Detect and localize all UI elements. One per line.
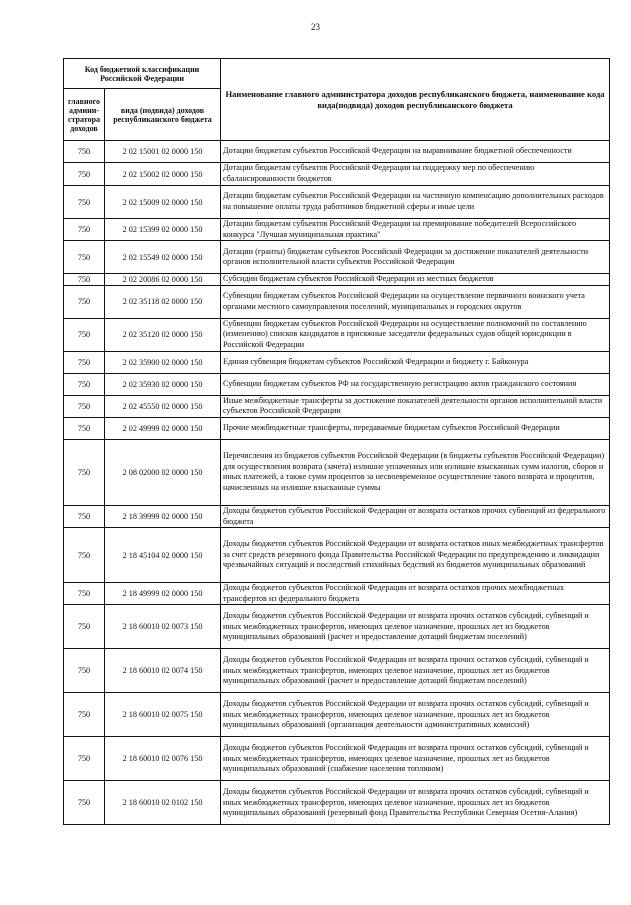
table-row (64, 693, 610, 737)
income-name-cell: Субвенции бюджетам субъектов Российской Федерации на осуществление полномочий по составлению (изменению) списков кандидатов в присяжные заседатели федеральных судов общей юрисдикции в Российской Федерации (221, 318, 610, 351)
income-code-cell: 2 18 60010 02 0102 150 (105, 781, 221, 825)
income-code-cell: 2 18 60010 02 0075 150 (105, 693, 221, 737)
income-name-cell: Доходы бюджетов субъектов Российской Федерации от возврата остатков прочих субвенций из федерального бюджета (221, 505, 610, 527)
income-name-cell: Иные межбюджетные трансферты за достижение показателей деятельности органов исполнительной власти субъектов Российской Федерации (221, 395, 610, 417)
income-code-cell: 2 18 49999 02 0000 150 (105, 583, 221, 605)
table-row (64, 737, 610, 781)
admin-code-cell: 750 (64, 505, 105, 527)
admin-code-cell: 750 (64, 373, 105, 395)
table-row (64, 351, 610, 373)
income-code-cell: 2 02 15009 02 0000 150 (105, 186, 221, 219)
table-row (64, 781, 610, 825)
admin-code-cell: 750 (64, 219, 105, 241)
income-name-cell: Дотации (гранты) бюджетам субъектов Российской Федерации за достижение показателей деятельности органов исполнительной власти субъектов Российской Федерации (221, 241, 610, 274)
admin-code-cell: 750 (64, 605, 105, 649)
table-row (64, 439, 610, 505)
table-row (64, 318, 610, 351)
admin-code-cell: 750 (64, 649, 105, 693)
table-row (64, 163, 610, 186)
table-row (64, 583, 610, 605)
admin-code-cell: 750 (64, 583, 105, 605)
table-row (64, 285, 610, 318)
income-name-cell: Доходы бюджетов субъектов Российской Федерации от возврата прочих остатков субсидий, субвенций и иных межбюджетных трансфертов, имеющих целевое назначение, прошлых лет из бюджетов муниципальных образований (резервный фонд Правительства Республики Северная Осетия-Алания) (221, 781, 610, 825)
income-name-cell: Единая субвенция бюджетам субъектов Российской Федерации и бюджету г. Байконура (221, 351, 610, 373)
page-number: 23 (311, 22, 320, 32)
income-code-cell: 2 02 20086 02 0000 150 (105, 274, 221, 286)
table-row (64, 219, 610, 241)
income-code-cell: 2 02 15549 02 0000 150 (105, 241, 221, 274)
admin-code-cell: 750 (64, 781, 105, 825)
income-name-cell: Дотации бюджетам субъектов Российской Федерации на выравнивание бюджетной обеспеченности (221, 141, 610, 163)
admin-code-cell: 750 (64, 141, 105, 163)
income-name-cell: Дотации бюджетам субъектов Российской Федерации на премирование победителей Всероссийского конкурса "Лучшая муниципальная практика" (221, 219, 610, 241)
income-name-cell: Доходы бюджетов субъектов Российской Федерации от возврата остатков прочих межбюджетных трансфертов из федерального бюджета (221, 583, 610, 605)
admin-code-cell: 750 (64, 274, 105, 286)
income-code-cell: 2 02 49999 02 0000 150 (105, 417, 221, 439)
header-name-column: Наименование главного администратора доходов республиканского бюджета, наименование кода вида(подвида) доходов республиканского бюджета (221, 59, 610, 141)
admin-code-cell: 750 (64, 528, 105, 583)
income-name-cell: Доходы бюджетов субъектов Российской Федерации от возврата прочих остатков субсидий, субвенций и иных межбюджетных трансфертов, имеющих целевое назначение, прошлых лет из бюджетов муниципальных образований (организация деятельности административных комиссий) (221, 693, 610, 737)
income-name-cell: Доходы бюджетов субъектов Российской Федерации от возврата остатков иных межбюджетных трансфертов за счет средств резервного фонда Правительства Российской Федерации по предупреждению и ликвидации чрезвычайных ситуаций и последствий стихийных бедствий из бюджетов муниципальных образований (221, 528, 610, 583)
income-code-cell: 2 18 60010 02 0074 150 (105, 649, 221, 693)
income-code-cell: 2 02 15002 02 0000 150 (105, 163, 221, 186)
admin-code-cell: 750 (64, 318, 105, 351)
income-code-cell: 2 02 35900 02 0000 150 (105, 351, 221, 373)
table-row (64, 528, 610, 583)
income-name-cell: Дотации бюджетам субъектов Российской Федерации на поддержку мер по обеспечению сбалансированности бюджетов (221, 163, 610, 186)
table-body (64, 141, 610, 825)
income-code-cell: 2 02 35930 02 0000 150 (105, 373, 221, 395)
income-name-cell: Дотации бюджетам субъектов Российской Федерации на частичную компенсацию дополнительных расходов на повышение оплаты труда работников бюджетной сферы и иные цели (221, 186, 610, 219)
header-kind-column: вида (подвида) доходов республиканского бюджета (105, 89, 221, 141)
admin-code-cell: 750 (64, 163, 105, 186)
table-row (64, 186, 610, 219)
table-row (64, 241, 610, 274)
income-name-cell: Субвенции бюджетам субъектов Российской Федерации на осуществление первичного воинского учета органами местного самоуправления поселений, муниципальных и городских округов (221, 285, 610, 318)
table-row (64, 141, 610, 163)
table-header (64, 59, 610, 141)
income-name-cell: Доходы бюджетов субъектов Российской Федерации от возврата прочих остатков субсидий, субвенций и иных межбюджетных трансфертов, имеющих целевое назначение, прошлых лет из бюджетов муниципальных образований (снабжение населения топливом) (221, 737, 610, 781)
income-code-cell: 2 02 15001 02 0000 150 (105, 141, 221, 163)
table-row (64, 274, 610, 286)
income-name-cell: Субсидии бюджетам субъектов Российской Федерации из местных бюджетов (221, 274, 610, 286)
income-code-cell: 2 18 60010 02 0076 150 (105, 737, 221, 781)
income-code-cell: 2 02 15399 02 0000 150 (105, 219, 221, 241)
admin-code-cell: 750 (64, 737, 105, 781)
income-code-cell: 2 02 35118 02 0000 150 (105, 285, 221, 318)
income-name-cell: Прочие межбюджетные трансферты, передаваемые бюджетам субъектов Российской Федерации (221, 417, 610, 439)
income-code-cell: 2 08 02000 02 0000 150 (105, 439, 221, 505)
income-name-cell: Доходы бюджетов субъектов Российской Федерации от возврата прочих остатков субсидий, субвенций и иных межбюджетных трансфертов, имеющих целевое назначение, прошлых лет из бюджетов муниципальных образований (расчет и предоставление дотаций бюджетам поселений) (221, 649, 610, 693)
admin-code-cell: 750 (64, 417, 105, 439)
header-classification-code: Код бюджетной классификации Российской Федерации (64, 59, 221, 89)
admin-code-cell: 750 (64, 351, 105, 373)
table-row (64, 649, 610, 693)
admin-code-cell: 750 (64, 186, 105, 219)
header-admin-column: главного админи-стратора доходов (64, 89, 105, 141)
income-code-cell: 2 18 60010 02 0073 150 (105, 605, 221, 649)
admin-code-cell: 750 (64, 693, 105, 737)
income-name-cell: Доходы бюджетов субъектов Российской Федерации от возврата прочих остатков субсидий, субвенций и иных межбюджетных трансфертов, имеющих целевое назначение, прошлых лет из бюджетов муниципальных образований (расчет и предоставление дотаций бюджетам поселений) (221, 605, 610, 649)
table-row (64, 605, 610, 649)
table-row (64, 373, 610, 395)
table-row (64, 505, 610, 527)
income-code-cell: 2 18 39999 02 0000 150 (105, 505, 221, 527)
admin-code-cell: 750 (64, 439, 105, 505)
income-name-cell: Перечисления из бюджетов субъектов Российской Федерации (в бюджеты субъектов Российской Федерации) для осуществления возврата (зачета) излишне уплаченных или излишне взысканных сумм налогов, сборов и иных платежей, а также сумм процентов за несвоевременное осуществление такого возврата и процентов, начисленных на излишне взысканные суммы (221, 439, 610, 505)
budget-codes-table (63, 58, 610, 825)
admin-code-cell: 750 (64, 241, 105, 274)
income-code-cell: 2 02 45550 02 0000 150 (105, 395, 221, 417)
admin-code-cell: 750 (64, 285, 105, 318)
income-code-cell: 2 18 45104 02 0000 150 (105, 528, 221, 583)
income-name-cell: Субвенции бюджетам субъектов РФ на государственную регистрацию актов гражданского состояния (221, 373, 610, 395)
income-code-cell: 2 02 35120 02 0000 150 (105, 318, 221, 351)
table-row (64, 417, 610, 439)
admin-code-cell: 750 (64, 395, 105, 417)
table-row (64, 395, 610, 417)
